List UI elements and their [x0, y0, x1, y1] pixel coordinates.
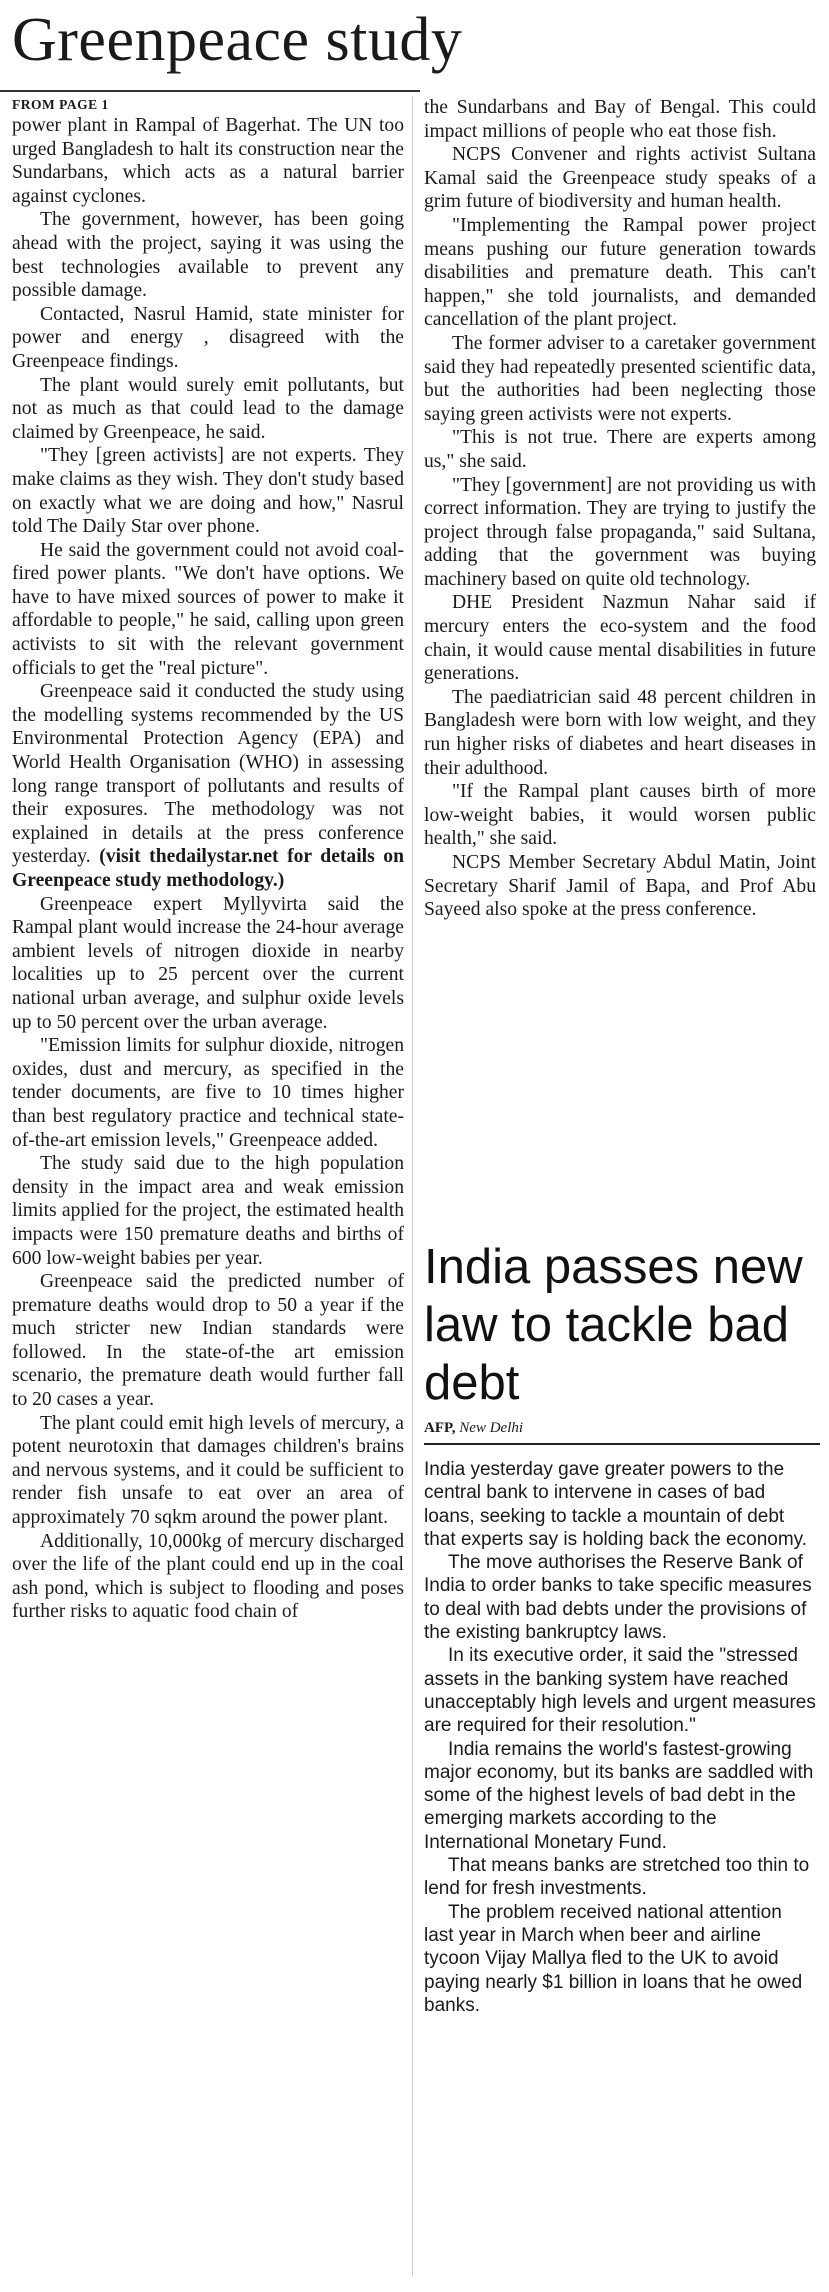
- paragraph: "They [green activists] are not experts. They make claims as they wish. They don't study based on exactly what we are doing and how," Nasrul told The Daily Star over phone.: [12, 445, 404, 538]
- greenpeace-column-right: [424, 96, 816, 922]
- india-article-body: [424, 1458, 816, 2017]
- kicker: FROM PAGE 1: [12, 97, 109, 112]
- paragraph: The move authorises the Reserve Bank of India to order banks to take specific measures to deal with bad debts under the provisions of the existing bankruptcy laws.: [424, 1552, 812, 1644]
- paragraph: Greenpeace expert Myllyvirta said the Rampal plant would increase the 24-hour average ambient levels of nitrogen dioxide in nearby localities up to 25 percent over the current national urban average, and sulphur oxide levels up to 50 percent over the urban average.: [12, 893, 404, 1033]
- byline: [424, 1420, 820, 1445]
- column-divider: [412, 96, 413, 2276]
- paragraph: NCPS Convener and rights activist Sultana Kamal said the Greenpeace study speaks of a grim future of biodiversity and human health.: [424, 144, 816, 213]
- paragraph: DHE President Nazmun Nahar said if mercury enters the eco-system and the food chain, it would cause mental disabilities in future generations.: [424, 592, 816, 685]
- headline-india: India passes new law to tackle bad debt: [424, 1240, 803, 1410]
- headline-rule: [0, 90, 420, 92]
- paragraph: The plant could emit high levels of mercury, a potent neurotoxin that damages children's brains and nervous systems, and it could be sufficient to render fish unsafe to eat over an area of approximately 70 sqkm around the power plant.: [12, 1412, 404, 1529]
- paragraph: The paediatrician said 48 percent children in Bangladesh were born with low weight, and they run higher risks of diabetes and heart diseases in their adulthood.: [424, 686, 816, 779]
- paragraph: "Implementing the Rampal power project means pushing our future generation towards disabilities and premature death. This can't happen," she told journalists, and demanded cancellation of the plant project.: [424, 214, 816, 331]
- paragraph: NCPS Member Secretary Abdul Matin, Joint Secretary Sharif Jamil of Bapa, and Prof Abu Sayeed also spoke at the press conference.: [424, 852, 816, 921]
- methodology-text: Greenpeace said it conducted the study using the modelling systems recommended by the US Environmental Protection Agency (EPA) and World Health Organisation (WHO) in assessing long range transport of pollutants and results of their exposures. The methodology was not explained in details at the press conference yesterday.: [12, 681, 404, 868]
- paragraph: The problem received national attention last year in March when beer and airline tycoon Vijay Mallya fled to the UK to avoid paying nearly $1 billion in loans that he owed banks.: [424, 1901, 803, 2016]
- paragraph: power plant in Rampal of Bagerhat. The UN too urged Bangladesh to halt its construction near the Sundarbans, which acts as a natural barrier against cyclones.: [12, 115, 404, 207]
- paragraph-methodology: [12, 680, 404, 892]
- paragraph: Additionally, 10,000kg of mercury discharged over the life of the plant could end up in the coal ash pond, which is subject to flooding and poses further risks to aquatic food chain of: [12, 1530, 404, 1623]
- headline-greenpeace: Greenpeace study: [12, 6, 463, 74]
- paragraph: India remains the world's fastest-growing major economy, but its banks are saddled with some of the highest levels of bad debt in the emerging markets according to the International Monetary Fund.: [424, 1738, 814, 1853]
- paragraph: Contacted, Nasrul Hamid, state minister for power and energy , disagreed with the Greenpeace findings.: [12, 303, 404, 372]
- paragraph: In its executive order, it said the "stressed assets in the banking system have reached unacceptably high levels and urgent measures are required for their resolution.": [424, 1645, 816, 1737]
- paragraph: The former adviser to a caretaker government said they had repeatedly presented scientific data, but the authorities had been neglecting those saying green activists were not experts.: [424, 332, 816, 425]
- paragraph: "They [government] are not providing us with correct information. They are trying to justify the project through false propaganda," said Sultana, adding that the government was buying machinery based on quite old technology.: [424, 474, 816, 590]
- paragraph: That means banks are stretched too thin to lend for fresh investments.: [424, 1855, 810, 1900]
- paragraph-continuation: the Sundarbans and Bay of Bengal. This could impact millions of people who eat those fish.: [424, 97, 816, 142]
- paragraph: "If the Rampal plant causes birth of more low-weight babies, it would worsen public health," she said.: [424, 781, 816, 850]
- methodology-link-note: (visit thedailystar.net for details on Greenpeace study methodology.): [12, 846, 404, 891]
- paragraph-lead: India yesterday gave greater powers to the central bank to intervene in cases of bad loans, seeking to tackle a mountain of debt that experts say is holding back the economy.: [424, 1459, 808, 1550]
- paragraph: He said the government could not avoid coal-fired power plants. "We don't have options. We have to have mixed sources of power to make it affordable to people," he said, calling upon green activists to sit with the relevant government officials to get the "real picture".: [12, 539, 404, 679]
- paragraph: The study said due to the high population density in the impact area and weak emission limits applied for the project, the estimated health impacts were 150 premature deaths and births of 600 low-weight babies per year.: [12, 1153, 404, 1269]
- byline-place: New Delhi: [459, 1420, 524, 1436]
- paragraph: "This is not true. There are experts among us," she said.: [424, 427, 816, 472]
- paragraph: "Emission limits for sulphur dioxide, nitrogen oxides, dust and mercury, as specified in the tender documents, are five to 10 times higher than best regulatory practice and technical state-of-the-art emission levels," Greenpeace added.: [12, 1035, 404, 1151]
- paragraph: Greenpeace said the predicted number of premature deaths would drop to 50 a year if the much stricter new Indian standards were followed. In the state-of-the art emission scenario, the premature death would further fall to 20 cases a year.: [12, 1271, 404, 1411]
- greenpeace-column-left: [12, 96, 404, 1624]
- byline-agency: AFP,: [424, 1420, 456, 1436]
- paragraph: The government, however, has been going ahead with the project, saying it was using the best technologies available to prevent any possible damage.: [12, 209, 404, 302]
- paragraph: The plant would surely emit pollutants, but not as much as that could lead to the damage claimed by Greenpeace, he said.: [12, 374, 404, 443]
